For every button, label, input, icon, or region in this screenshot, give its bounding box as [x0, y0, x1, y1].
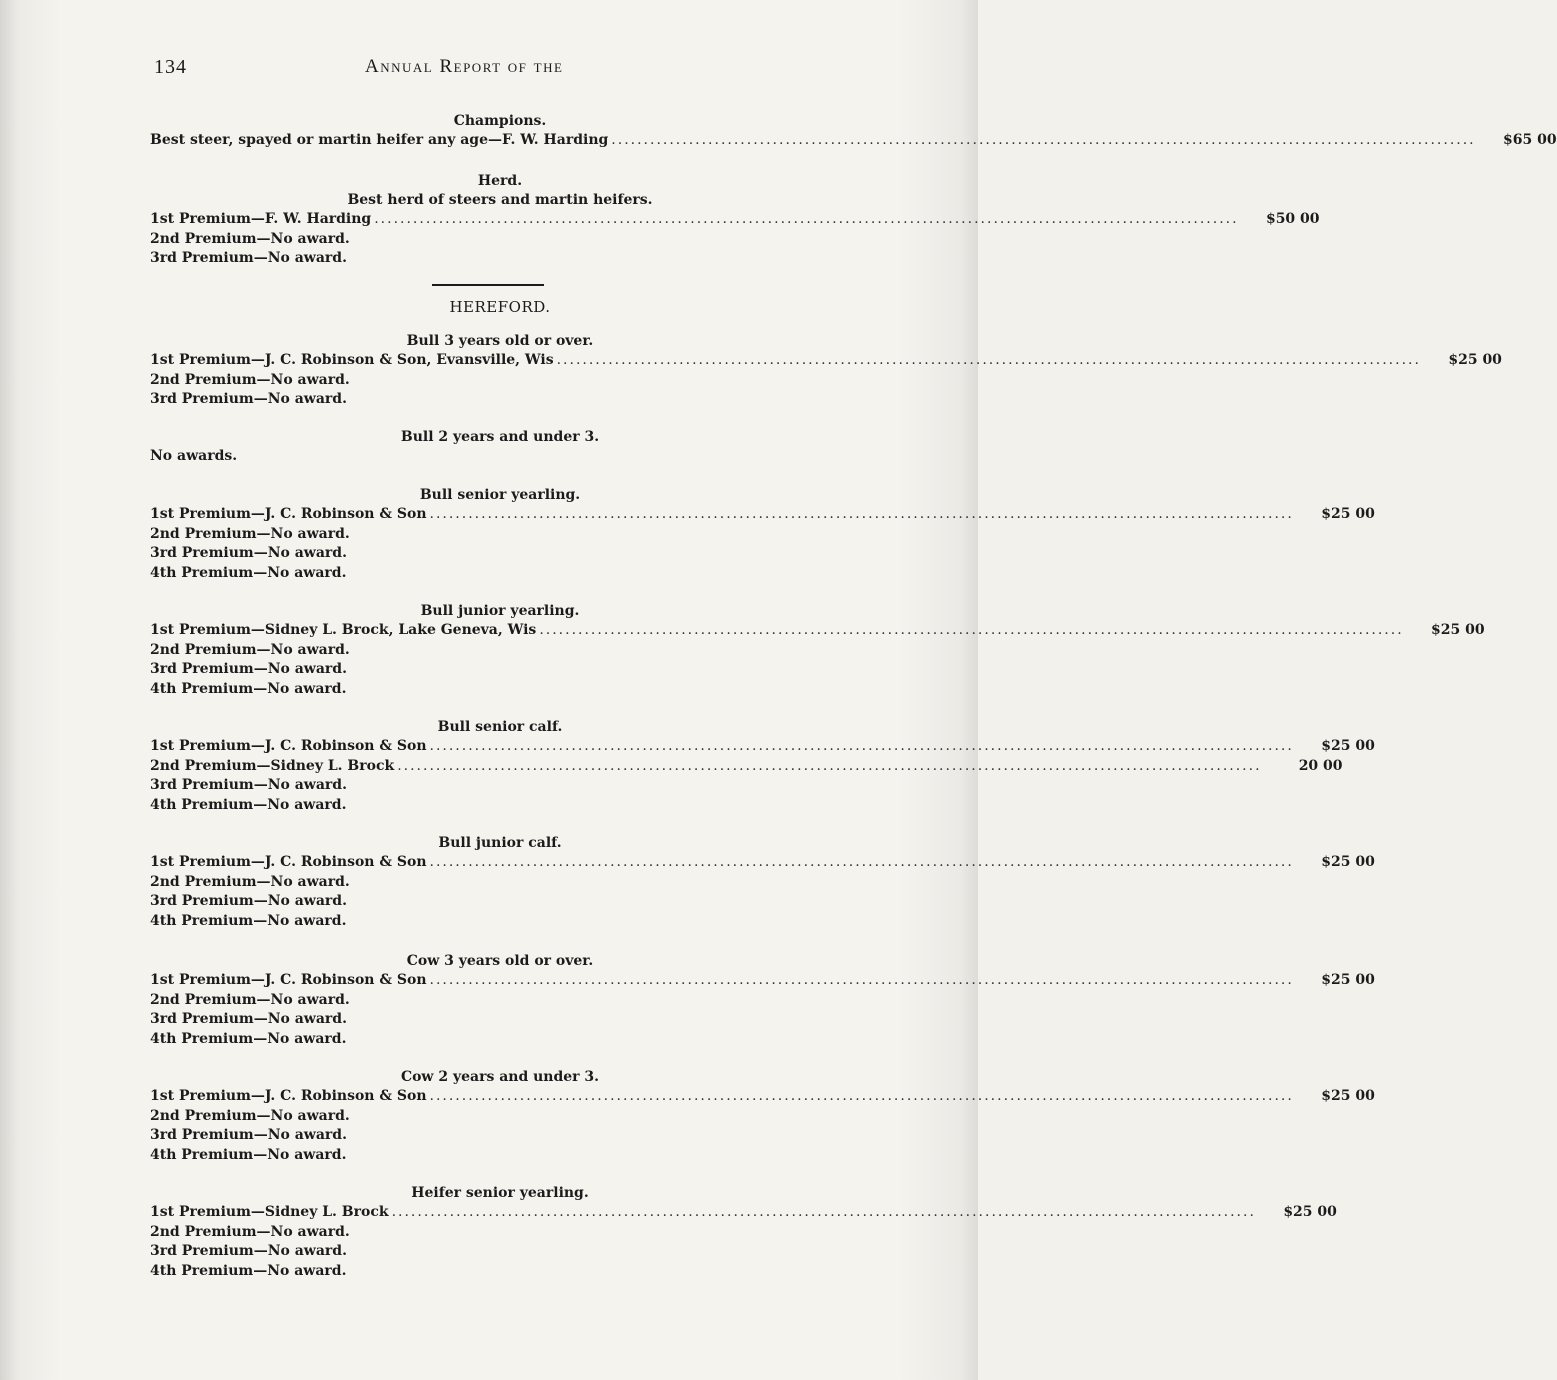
section-cow-3-years [150, 952, 1375, 1049]
award-row [150, 971, 1375, 991]
section-title: Bull senior calf. [437, 719, 563, 735]
award-text: 3rd Premium—No award. [150, 545, 347, 561]
section-bull-junior-yearling [150, 602, 1485, 699]
award-row [150, 892, 850, 912]
leader-dots: ...................................................................................................................................... [429, 972, 1294, 988]
section-bull-senior-yearling [150, 486, 1375, 583]
award-text: 4th Premium—No award. [150, 796, 347, 813]
award-row [150, 1223, 850, 1243]
breed-heading: HEREFORD. [449, 298, 551, 316]
award-text: 4th Premium—No award. [150, 912, 347, 929]
section-title: Champions. [453, 113, 547, 129]
section-title: Cow 2 years and under 3. [400, 1069, 600, 1085]
award-row [150, 1262, 850, 1282]
award-text: 2nd Premium—No award. [150, 371, 350, 388]
section-title: Herd. [477, 173, 523, 189]
award-amount: $25 00 [1283, 1204, 1337, 1220]
award-text: 1st Premium—J. C. Robinson & Son [150, 972, 427, 988]
award-text: 2nd Premium—No award. [150, 991, 350, 1008]
section-title: Cow 3 years old or over. [406, 953, 594, 969]
award-text: 2nd Premium—No award. [150, 1223, 350, 1240]
section-title: Bull 3 years old or over. [406, 333, 594, 349]
award-row [150, 1087, 1375, 1107]
award-text: 3rd Premium—No award. [150, 893, 347, 909]
award-text: 2nd Premium—No award. [150, 873, 350, 890]
award-row [150, 131, 1557, 151]
section-subtitle: Best herd of steers and martin heifers. [347, 192, 653, 208]
award-text: 1st Premium—J. C. Robinson & Son [150, 1088, 427, 1104]
award-row [150, 1203, 1337, 1223]
section-champions [150, 112, 1557, 151]
award-row [150, 912, 850, 932]
leader-dots: ...................................................................................................................................... [539, 622, 1404, 638]
award-text: 4th Premium—No award. [150, 564, 347, 581]
section-bull-senior-calf [150, 718, 1375, 815]
award-amount: $25 00 [1448, 352, 1502, 368]
award-text: 2nd Premium—No award. [150, 1107, 350, 1124]
award-text: 1st Premium—J. C. Robinson & Son [150, 738, 427, 754]
award-text: 1st Premium—J. C. Robinson & Son [150, 506, 427, 522]
award-row [150, 660, 850, 680]
award-amount: $65 00 [1503, 132, 1557, 148]
no-awards-note: No awards. [150, 448, 238, 464]
section-bull-2-years [150, 428, 850, 467]
award-amount: $25 00 [1321, 506, 1375, 522]
award-row [150, 544, 850, 564]
award-row [150, 1126, 850, 1146]
leader-dots: ...................................................................................................................................... [611, 132, 1476, 148]
section-title: Bull junior calf. [438, 835, 562, 851]
section-heifer-senior-yearling [150, 1184, 1337, 1281]
section-title: Bull senior yearling. [419, 487, 581, 503]
award-text: 3rd Premium—No award. [150, 1127, 347, 1143]
award-row [150, 991, 850, 1011]
award-row [150, 1242, 850, 1262]
leader-dots: ...................................................................................................................................... [429, 1088, 1294, 1104]
leader-dots: ...................................................................................................................................... [556, 352, 1421, 368]
award-text: Best steer, spayed or martin heifer any age—F. W. Harding [150, 132, 609, 148]
award-row [150, 796, 850, 816]
award-row [150, 1030, 850, 1050]
award-text: 2nd Premium—No award. [150, 230, 350, 247]
award-text: 4th Premium—No award. [150, 1030, 347, 1047]
section-divider [432, 284, 544, 286]
leader-dots: ...................................................................................................................................... [391, 1204, 1256, 1220]
leader-dots: ...................................................................................................................................... [429, 506, 1294, 522]
award-row [150, 737, 1375, 757]
section-bull-3-years [150, 332, 1502, 410]
section-bull-junior-calf [150, 834, 1375, 931]
award-text: 1st Premium—Sidney L. Brock, Lake Geneva, Wis [150, 622, 537, 638]
award-row [150, 371, 850, 391]
award-text: 4th Premium—No award. [150, 1146, 347, 1163]
award-text: 4th Premium—No award. [150, 1262, 347, 1279]
running-head: Annual Report of the [365, 56, 564, 77]
award-row [150, 680, 850, 700]
page-header [150, 52, 850, 84]
leader-dots: ...................................................................................................................................... [429, 738, 1294, 754]
award-text: 3rd Premium—No award. [150, 661, 347, 677]
award-text: 1st Premium—J. C. Robinson & Son [150, 854, 427, 870]
award-text: 3rd Premium—No award. [150, 1011, 347, 1027]
award-row [150, 853, 1375, 873]
award-row [150, 210, 1320, 230]
award-text: 1st Premium—Sidney L. Brock [150, 1204, 389, 1220]
award-row [150, 621, 1485, 641]
award-text: 3rd Premium—No award. [150, 250, 347, 266]
award-amount: $25 00 [1321, 1088, 1375, 1104]
section-title: Heifer senior yearling. [411, 1185, 589, 1201]
award-row [150, 641, 850, 661]
section-title: Bull junior yearling. [420, 603, 580, 619]
award-text: 3rd Premium—No award. [150, 391, 347, 407]
award-text: 1st Premium—J. C. Robinson & Son, Evansville, Wis [150, 352, 554, 368]
award-row [150, 1146, 850, 1166]
award-amount: 20 00 [1298, 757, 1343, 774]
page-number: 134 [154, 56, 187, 78]
award-text: 1st Premium—F. W. Harding [150, 211, 372, 227]
award-text: 3rd Premium—No award. [150, 1243, 347, 1259]
section-cow-2-years [150, 1068, 1375, 1165]
award-text: 2nd Premium—No award. [150, 525, 350, 542]
award-row [150, 230, 850, 250]
award-amount: $50 00 [1265, 211, 1320, 227]
award-text: 3rd Premium—No award. [150, 777, 347, 793]
award-amount: $25 00 [1321, 738, 1375, 754]
award-row [150, 351, 1502, 371]
award-row [150, 564, 850, 584]
section-title: Bull 2 years and under 3. [400, 429, 600, 445]
award-row [150, 757, 1343, 777]
award-row [150, 505, 1375, 525]
award-row [150, 1010, 850, 1030]
award-row [150, 525, 850, 545]
award-text: 2nd Premium—Sidney L. Brock [150, 757, 395, 774]
award-row [150, 249, 850, 269]
award-text: 4th Premium—No award. [150, 680, 347, 697]
award-row [150, 1107, 850, 1127]
leader-dots: ...................................................................................................................................... [429, 854, 1294, 870]
leader-dots: ...................................................................................................................................... [374, 211, 1239, 227]
award-text: 2nd Premium—No award. [150, 641, 350, 658]
award-row [150, 873, 850, 893]
award-amount: $25 00 [1321, 972, 1375, 988]
award-amount: $25 00 [1431, 622, 1485, 638]
award-row [150, 390, 850, 410]
award-amount: $25 00 [1321, 854, 1375, 870]
section-herd [150, 172, 1320, 269]
award-row [150, 776, 850, 796]
leader-dots: ...................................................................................................................................... [397, 757, 1262, 774]
